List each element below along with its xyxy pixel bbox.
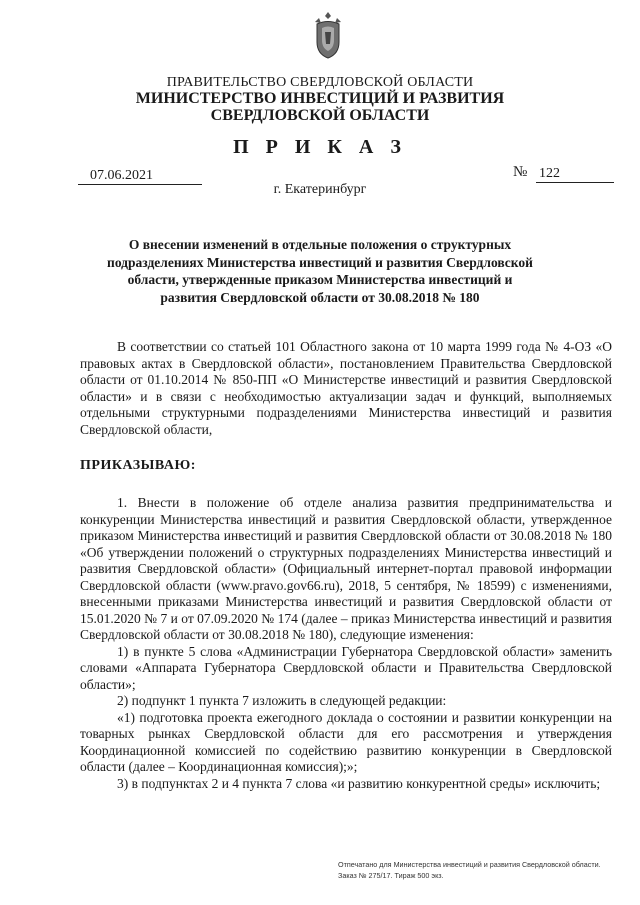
- preamble-text: В соответствии со статьей 101 Областного закона от 10 марта 1999 года № 4-ОЗ «О правовых актах в Свердловской области», постановлением Правительства Свердловской области от 01.10.2014 № 850-ПП «О Министерстве инвестиций и развития Свердловской области» и в связи с необходимостью актуализации задач и функций, выполняемых отдельными структурными подразделениями Министерства инвестиций и развития Свердловской области,: [80, 339, 612, 437]
- order-item: 3) в подпунктах 2 и 4 пункта 7 слова «и развитию конкурентной среды» исключить;: [117, 775, 601, 791]
- order-item: «1) подготовка проекта ежегодного доклада о состоянии и развитии конкуренции на товарных рынках Свердловской области для его рассмотрения и утверждения Координационной комиссией по содействию развитию конкуренции в Свердловской области (далее – Координационная комиссия);»;: [80, 709, 612, 774]
- preamble: [80, 339, 612, 438]
- government-name: ПРАВИТЕЛЬСТВО СВЕРДЛОВСКОЙ ОБЛАСТИ: [166, 75, 474, 90]
- footer-line: Заказ № 275/17. Тираж 500 экз.: [338, 871, 444, 880]
- number-sign: №: [513, 164, 528, 180]
- order-item: 2) подпункт 1 пункта 7 изложить в следующей редакции:: [117, 693, 447, 708]
- footer-line: Отпечатано для Министерства инвестиций и развития Свердловской области.: [338, 860, 601, 869]
- coat-of-arms-icon: [313, 10, 343, 60]
- order-word: ПРИКАЗЫВАЮ:: [80, 458, 196, 473]
- order-items: [80, 495, 612, 792]
- print-footer: [338, 859, 630, 881]
- city: г. Екатеринбург: [273, 182, 367, 197]
- ministry-name-line2: СВЕРДЛОВСКОЙ ОБЛАСТИ: [210, 107, 430, 124]
- order-date: 07.06.2021: [78, 168, 202, 185]
- ministry-name-line1: МИНИСТЕРСТВО ИНВЕСТИЦИЙ И РАЗВИТИЯ: [135, 90, 505, 107]
- order-number: 122: [536, 166, 614, 183]
- order-item: 1) в пункте 5 слова «Администрации Губернатора Свердловской области» заменить словами «Аппарата Губернатора Свердловской области и Правительства Свердловской области»;: [80, 643, 612, 692]
- document-type-title: П Р И К А З: [233, 136, 407, 158]
- order-item: 1. Внести в положение об отделе анализа развития предпринимательства и конкуренции Министерства инвестиций и развития Свердловской области, утвержденное приказом Министерства инвестиций и развития Свердловской области от 30.08.2018 № 180 «Об утверждении положений о структурных подразделениях Министерства инвестиций и развития Свердловской области» (Официальный интернет-портал правовой информации Свердловской области (www.pravo.gov66.ru), 2018, 5 сентября, № 18599) с изменениями, внесенными приказами Министерства инвестиций и развития Свердловской области от 15.01.2020 № 7 и от 07.09.2020 № 174 (далее – приказ Министерства инвестиций и развития Свердловской области от 30.08.2018 № 180), следующие изменения:: [80, 495, 612, 642]
- order-subject: О внесении изменений в отдельные положения о структурных подразделениях Министерства инвестиций и развития Свердловской области, утвержденные приказом Министерства инвестиций и развития Свердловской области от 30.08.2018 № 180: [107, 237, 533, 305]
